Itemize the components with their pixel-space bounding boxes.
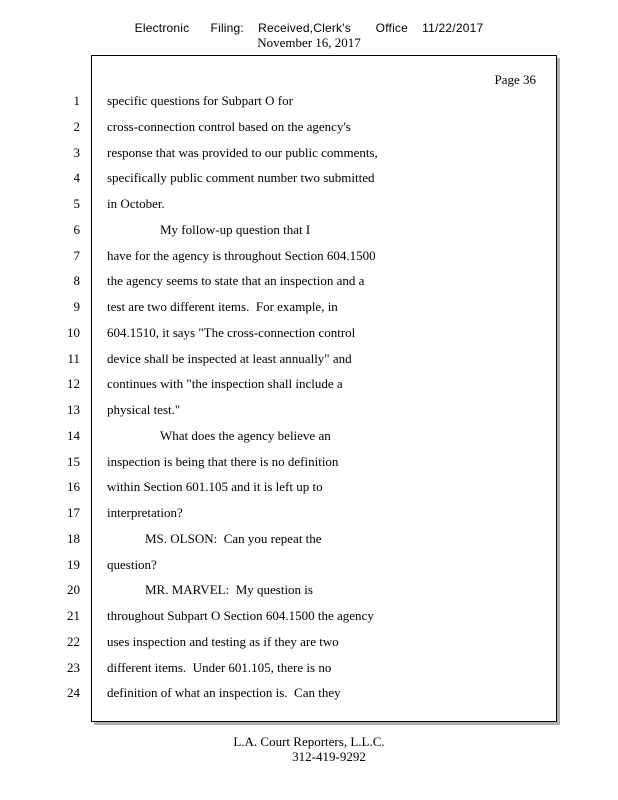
line-number: 8: [73, 273, 80, 289]
transcript-line: [0, 634, 618, 652]
line-text: MS. OLSON: Can you repeat the: [145, 530, 322, 546]
line-text: My follow-up question that I: [160, 221, 311, 237]
transcript-line: [0, 428, 618, 446]
line-number: 18: [67, 530, 80, 546]
line-text: uses inspection and testing as if they are two: [107, 633, 339, 649]
transcript-line: [0, 325, 618, 343]
line-number: 9: [73, 299, 80, 314]
line-number: 16: [67, 479, 80, 495]
line-number: 4: [73, 170, 80, 186]
transcript-line: [0, 273, 618, 291]
line-text: MR. MARVEL: My question is: [145, 582, 313, 598]
transcript-line: [0, 248, 618, 266]
transcript-line: [0, 196, 618, 214]
transcript-line: [0, 582, 618, 600]
line-number: 22: [67, 633, 80, 649]
line-number: 6: [73, 221, 80, 237]
line-number: 17: [67, 505, 80, 520]
transcript-line: [0, 505, 618, 523]
transcript-line: [0, 145, 618, 163]
line-text: question?: [107, 556, 157, 572]
transcript-line: [0, 299, 618, 317]
line-number: 23: [67, 659, 80, 675]
line-number: 20: [67, 582, 80, 598]
transcript-line: [0, 351, 618, 369]
transcript-line: [0, 454, 618, 472]
line-text: What does the agency believe an: [160, 427, 331, 443]
line-number: 24: [67, 685, 80, 701]
line-text: specifically public comment number two submitted: [107, 170, 375, 186]
transcript-line: [0, 222, 618, 240]
electronic-filing-stamp: Electronic Filing: Received,Clerk's Office 11/22/2017: [134, 21, 484, 35]
line-text: definition of what an inspection is. Can they: [107, 685, 341, 701]
transcript-line: [0, 402, 618, 420]
page-number: Page 36: [494, 72, 536, 87]
reporter-company: L.A. Court Reporters, L.L.C.: [233, 734, 385, 749]
transcript-line: [0, 685, 618, 703]
line-number: 5: [73, 196, 80, 211]
line-number: 19: [67, 556, 80, 572]
line-number: 14: [67, 427, 80, 443]
line-number: 1: [73, 93, 80, 108]
line-text: inspection is being that there is no definition: [107, 453, 339, 469]
line-text: interpretation?: [107, 505, 183, 520]
transcript-line: [0, 170, 618, 188]
line-number: 3: [73, 144, 80, 160]
transcript-line: [0, 479, 618, 497]
line-text: device shall be inspected at least annually" and: [107, 350, 352, 366]
line-text: throughout Subpart O Section 604.1500 the agency: [107, 608, 374, 623]
transcript-date: November 16, 2017: [257, 35, 361, 50]
transcript-line: [0, 376, 618, 394]
line-number: 13: [67, 402, 80, 417]
transcript-line: [0, 557, 618, 575]
line-text: the agency seems to state that an inspection and a: [107, 273, 365, 289]
transcript-line: [0, 93, 618, 111]
line-number: 21: [67, 608, 80, 623]
transcript-line: [0, 608, 618, 626]
line-number: 10: [67, 324, 80, 340]
line-text: continues with "the inspection shall include a: [107, 376, 343, 392]
line-number: 15: [67, 453, 80, 469]
line-number: 7: [73, 247, 80, 263]
footer: [0, 734, 618, 764]
line-text: cross-connection control based on the agency's: [107, 118, 351, 134]
line-text: in October.: [107, 196, 165, 211]
reporter-phone: 312-419-9292: [292, 749, 366, 764]
transcript-line: [0, 531, 618, 549]
line-text: 604.1510, it says "The cross-connection control: [107, 324, 356, 340]
line-text: physical test.": [107, 402, 181, 417]
line-number: 11: [67, 350, 80, 366]
transcript-line: [0, 660, 618, 678]
line-number: 12: [67, 376, 80, 392]
line-number: 2: [73, 118, 80, 134]
line-text: have for the agency is throughout Section 604.1500: [107, 247, 376, 263]
transcript-line: [0, 119, 618, 137]
line-text: response that was provided to our public comments,: [107, 144, 378, 160]
line-text: different items. Under 601.105, there is no: [107, 659, 332, 675]
line-text: specific questions for Subpart O for: [107, 93, 293, 108]
line-text: test are two different items. For example, in: [107, 299, 338, 314]
line-text: within Section 601.105 and it is left up to: [107, 479, 323, 495]
